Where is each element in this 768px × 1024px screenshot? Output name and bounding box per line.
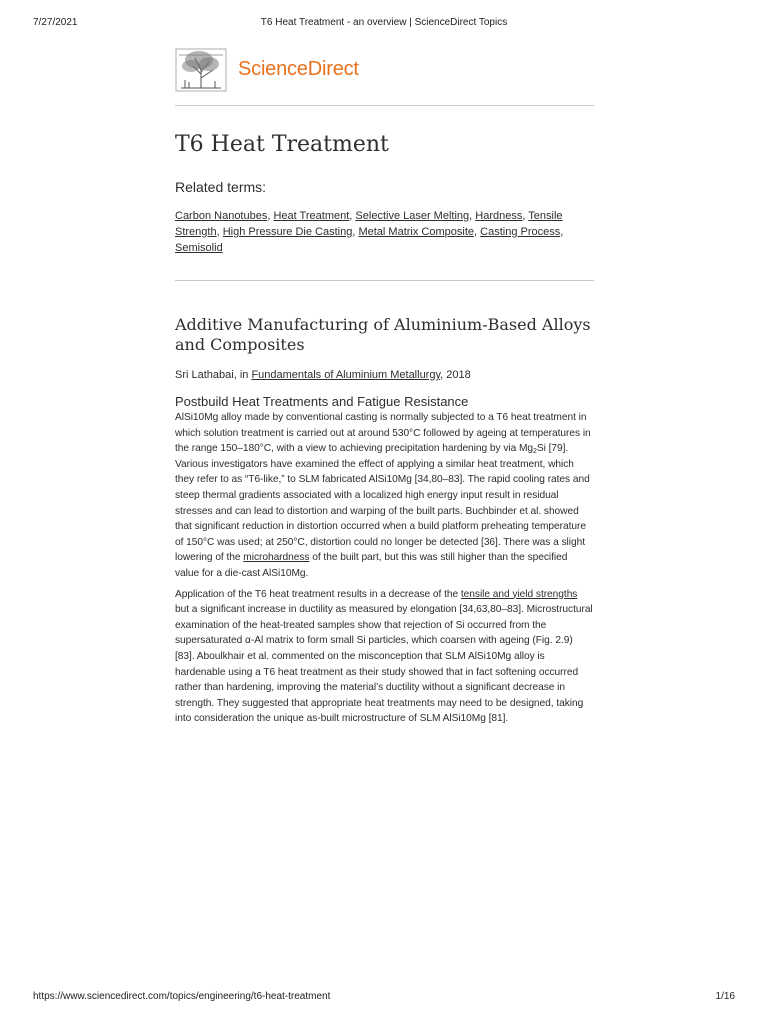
sciencedirect-wordmark[interactable]: ScienceDirect — [238, 58, 359, 80]
byline — [175, 368, 594, 382]
term-link-metal-matrix-composite[interactable]: Metal Matrix Composite — [358, 226, 475, 238]
header-divider — [175, 105, 594, 106]
related-terms-label: Related terms: — [175, 179, 267, 195]
page-title: T6 Heat Treatment — [175, 132, 389, 157]
page-number: 1/16 — [715, 991, 735, 1002]
related-terms-list: Carbon Nanotubes, Heat Treatment, Selective Laser Melting, Hardness, Tensile Strength, High Pressure Die Casting, Metal Matrix Composite, Casting Process, Semisolid — [175, 210, 564, 254]
print-date: 7/27/2021 — [33, 17, 78, 28]
term-link-casting-process[interactable]: Casting Process — [480, 226, 561, 238]
term-link-carbon-nanotubes[interactable]: Carbon Nanotubes — [175, 210, 268, 222]
term-link-heat-treatment[interactable]: Heat Treatment — [273, 210, 350, 222]
author: Sri Lathabai, in — [175, 369, 252, 381]
paragraph-1: AlSi10Mg alloy made by conventional casting is normally subjected to a T6 heat treatment in which solution treatment is carried out at around 530°C followed by ageing at temperatures in the range 150–180°C, with a view to achieving precipitation hardening by via $Mg_2Si$ [79]. Various investigators have examined the effect of applying a similar heat treatment, which they refer to as “T6-like,” to SLM fabricated AlSi10Mg [34,80–83]. The rapid cooling rates and steep thermal gradients associated with a localized high energy input result in residual stresses and can lead to distortion and warping of the built parts. Buchbinder et al. showed that significant reduction in distortion occurred when a build platform preheating temperature of 150°C was used; at 250°C, distortion could no longer be detected [36]. There was a slight lowering of the microhardness of the built part, but this was still higher than the specified value for a die-cast AlSi10Mg. — [175, 412, 591, 579]
term-link-high-pressure-die-casting[interactable]: High Pressure Die Casting — [222, 226, 353, 238]
page-content — [175, 46, 594, 727]
chapter-title[interactable]: Additive Manufacturing of Aluminium-Based Alloys and Composites — [175, 315, 591, 354]
section-title: Postbuild Heat Treatments and Fatigue Resistance — [175, 394, 469, 409]
year: , 2018 — [440, 369, 471, 381]
term-link-selective-laser-melting[interactable]: Selective Laser Melting — [355, 210, 470, 222]
microhardness-link[interactable]: microhardness — [243, 552, 310, 564]
print-url: https://www.sciencedirect.com/topics/engineering/t6-heat-treatment — [33, 991, 331, 1002]
tensile-yield-strengths-link[interactable]: tensile and yield strengths — [460, 588, 578, 600]
brand-header — [175, 46, 594, 94]
print-footer — [33, 991, 735, 1005]
elsevier-tree-icon[interactable] — [175, 48, 227, 92]
print-header — [33, 17, 735, 31]
paragraph-2: Application of the T6 heat treatment results in a decrease of the tensile and yield strengths but a significant increase in ductility as measured by elongation [34,63,80–83]. Microstructural examination of the heat-treated samples show that rejection of Si occurred from the supersaturated α-Al matrix to form small Si particles, which coarsen with ageing (Fig. 2.9) [83]. Aboulkhair et al. commented on the misconception that SLM AlSi10Mg alloy is hardenable using a T6 heat treatment as their study showed that in fact softening occurred rather than hardening, improving the material’s ductility without a significant decrease in strength. They suggested that appropriate heat treatments may need to be designed, taking into consideration the unique as-built microstructure of SLM AlSi10Mg [81]. — [175, 588, 593, 725]
print-doc-title: T6 Heat Treatment - an overview | ScienceDirect Topics — [260, 17, 508, 28]
term-link-semisolid[interactable]: Semisolid — [175, 242, 223, 254]
section-divider — [175, 280, 594, 281]
term-link-tensile-strength[interactable]: Tensile Strength — [175, 210, 563, 238]
book-link[interactable]: Fundamentals of Aluminium Metallurgy — [251, 369, 441, 381]
term-link-hardness[interactable]: Hardness — [475, 210, 523, 222]
